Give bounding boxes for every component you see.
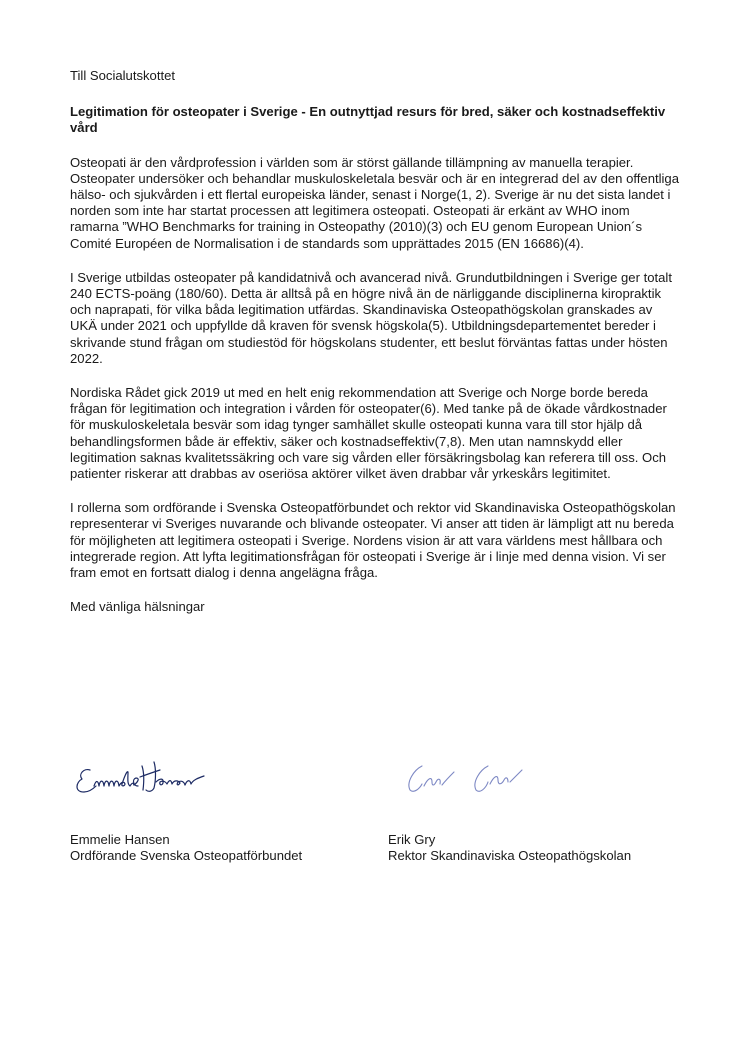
paragraph-1: Osteopati är den vårdprofession i världen som är störst gällande tillämpning av manuella terapier. Osteopater undersöker och behandlar muskuloskeletala besvär och är en integrerad del av den offentliga hälso- och sjukvården i ett flertal europeiska länder, senast i Norge(1, 2). Sverige är nu det sista landet i norden som inte har startat processen att legitimera osteopati. Osteopati är erkänt av WHO inom ramarna ”WHO Benchmarks for training in Osteopathy (2010)(3) och EU genom European Union´s Comité Européen de Normalisation i de standards som upprättades 2015 (EN 16686)(4). <box>70 154 679 251</box>
letter-body <box>70 68 680 615</box>
signatory-name: Erik Gry <box>388 832 436 847</box>
signatory-role: Ordförande Svenska Osteopatförbundet <box>70 848 303 864</box>
paragraph-3: Nordiska Rådet gick 2019 ut med en helt enig rekommendation att Sverige och Norge borde bereda frågan för legitimation och integration i vården för osteopater(6). Med tanke på de ökade vårdkostnader för muskuloskeletala besvär som idag tynger samhället skulle osteopati kunna vara till stor hjälp då behandlingsformen både är effektiv, säker och kostnadseffektiv(7,8). Men utan namnskydd eller legitimation saknas kvalitetssäkring och vare sig vården eller försäkringsbolag kan referera till oss. Och patienter riskerar att drabbas av oseriösa aktörer vilket även drabbar vår yrkeskårs legitimitet. <box>70 385 667 482</box>
signatory-role: Rektor Skandinaviska Osteopathögskolan <box>388 848 632 864</box>
signatory-left <box>70 752 302 864</box>
signature-section <box>70 752 680 872</box>
signature-erik-gry <box>388 752 598 804</box>
paragraph-2: I Sverige utbildas osteopater på kandidatnivå och avancerad nivå. Grundutbildningen i Sverige ger totalt 240 ECTS-poäng (180/60). Detta är alltså på en högre nivå än de närliggande disciplinerna kiropraktik och naprapati, för vilka båda legitimation utfärdas. Skandinaviska Osteopathögskolan granskades av UKÄ under 2021 och uppfyllde då kraven för svensk högskola(5). Utbildningsdepartementet bereder i skrivande stund frågan om studiestöd för högskolans studenter, ett beslut förväntas fattas under hösten 2022. <box>70 269 672 366</box>
signatory-name: Emmelie Hansen <box>70 832 170 847</box>
signatory-right <box>388 752 631 864</box>
recipient-line: Till Socialutskottet <box>70 68 176 83</box>
closing-salutation: Med vänliga hälsningar <box>70 599 205 615</box>
paragraph-4: I rollerna som ordförande i Svenska Osteopatförbundet och rektor vid Skandinaviska Osteopathögskolan representerar vi Sveriges nuvarande och blivande osteopater. Vi anser att tiden är lämpligt att nu bereda för möjligheten att legitimera osteopati i Sverige. Nordens vision är att vara världens mest hållbara och integrerade region. Att lyfta legitimationsfrågan för osteopati i Sverige är i linje med denna vision. Vi ser fram emot en fortsatt dialog i denna angelägna fråga. <box>70 500 676 581</box>
signature-emmelie-hansen <box>70 752 260 804</box>
letter-subject: Legitimation för osteopater i Sverige - En outnyttjad resurs för bred, säker och kostnadseffektiv vård <box>70 104 666 136</box>
